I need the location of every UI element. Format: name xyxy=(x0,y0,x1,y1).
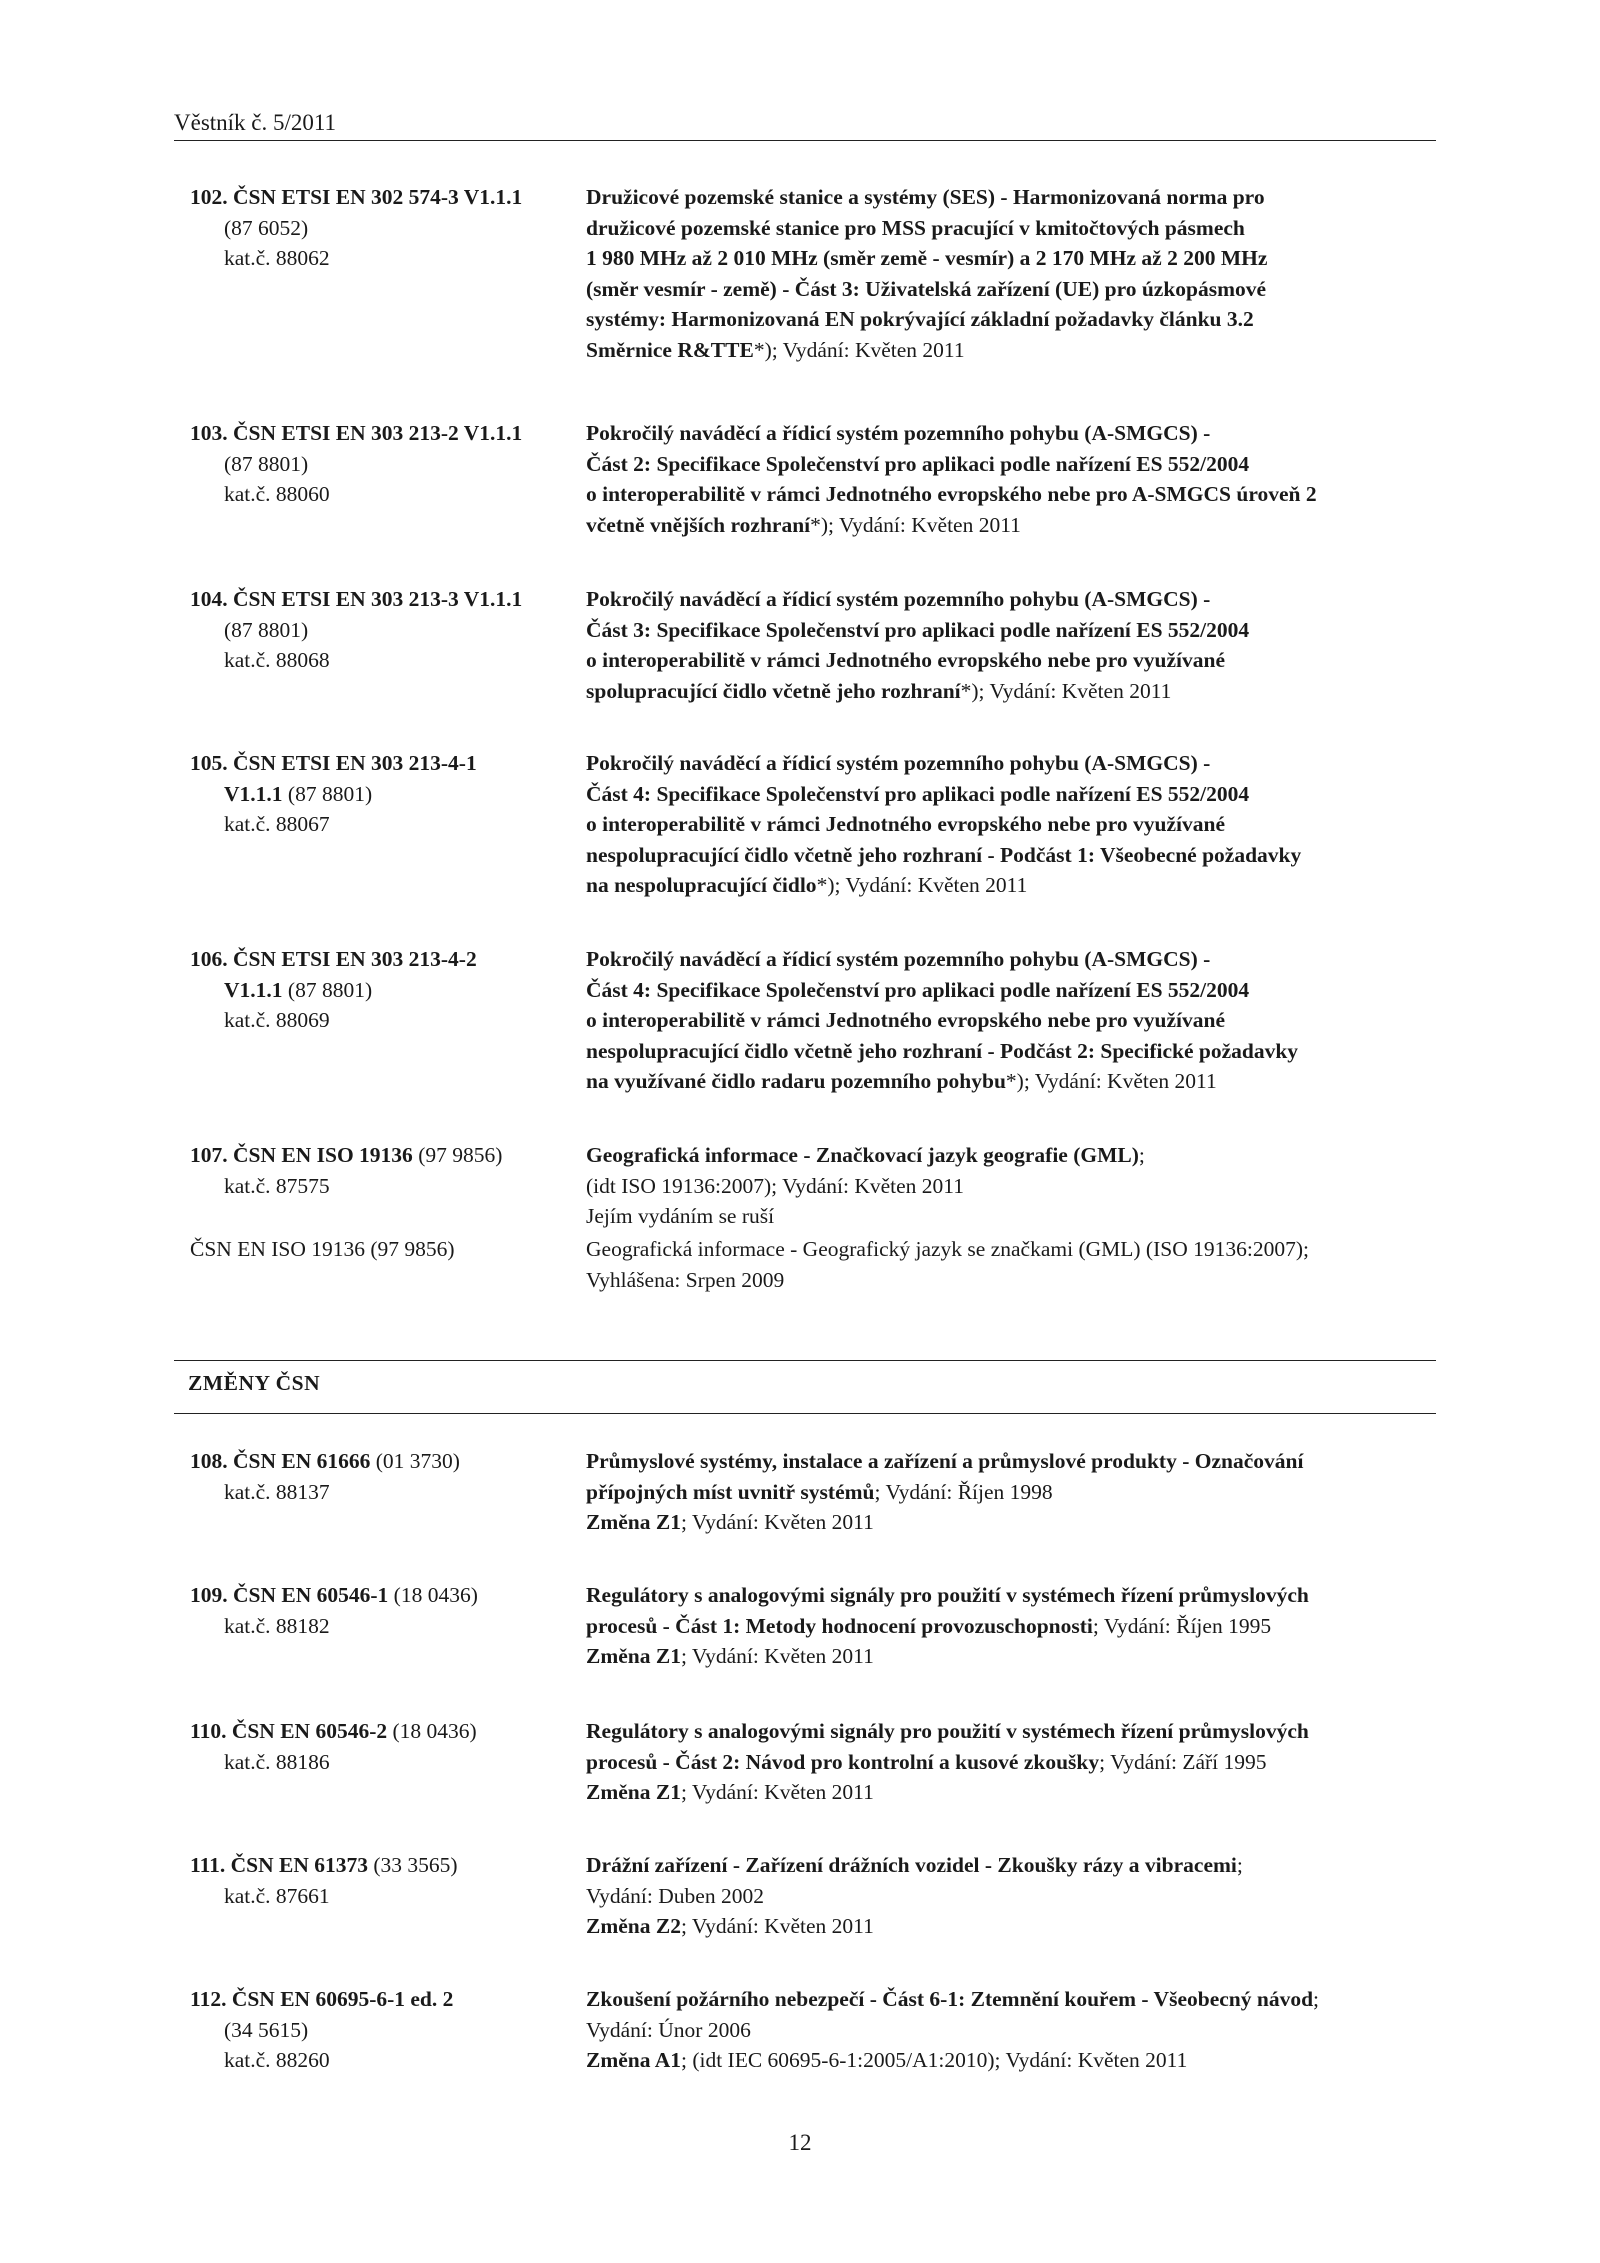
designation-column xyxy=(190,418,570,510)
designation-column xyxy=(190,182,570,274)
text: (87 8801) xyxy=(224,451,309,476)
text: kat.č. 88137 xyxy=(224,1479,330,1504)
title-line xyxy=(586,1641,1446,1672)
title-column xyxy=(586,748,1446,901)
title-column xyxy=(586,1234,1446,1295)
designation-column xyxy=(190,1446,570,1507)
page-header xyxy=(174,110,1436,141)
designation-column xyxy=(190,584,570,676)
bold-text: 110. ČSN EN 60546-2 xyxy=(190,1719,388,1743)
title-line xyxy=(586,1911,1446,1942)
bold-text: 106. ČSN ETSI EN 303 213-4-2 xyxy=(190,947,477,971)
bold-text: Část 2: Specifikace Společenství pro aplikaci podle nařízení ES 552/2004 xyxy=(586,451,1250,476)
bold-text: 108. ČSN EN 61666 xyxy=(190,1449,371,1473)
designation-line xyxy=(190,1005,570,1036)
text: kat.č. 88182 xyxy=(224,1613,330,1638)
bold-text: Změna Z1 xyxy=(586,1644,681,1668)
text: *); Vydání: Květen 2011 xyxy=(960,678,1172,703)
title-column xyxy=(586,1716,1446,1808)
bold-text: Pokročilý naváděcí a řídicí systém pozemního pohybu (A-SMGCS) - xyxy=(586,947,1211,971)
title-line xyxy=(586,584,1446,615)
text: kat.č. 88069 xyxy=(224,1008,330,1032)
bold-text: 112. ČSN EN 60695-6-1 ed. 2 xyxy=(190,1987,454,2011)
text: kat.č. 87575 xyxy=(224,1173,330,1198)
text: ; Vydání: Říjen 1998 xyxy=(874,1479,1053,1504)
title-line xyxy=(586,1747,1446,1778)
title-line xyxy=(586,1507,1446,1538)
designation-line xyxy=(190,1140,570,1171)
title-line xyxy=(586,1777,1446,1808)
title-line xyxy=(586,1265,1446,1296)
text: ; Vydání: Září 1995 xyxy=(1099,1749,1267,1774)
title-line xyxy=(586,1984,1446,2015)
bold-text: Pokročilý naváděcí a řídicí systém pozemního pohybu (A-SMGCS) - xyxy=(586,587,1211,611)
designation-line xyxy=(190,1611,570,1642)
text: *); Vydání: Květen 2011 xyxy=(1005,1069,1217,1093)
bold-text: družicové pozemské stanice pro MSS pracující v kmitočtových pásmech xyxy=(586,215,1245,240)
text: ; xyxy=(1313,1987,1320,2011)
designation-column xyxy=(190,944,570,1036)
bold-text: procesů - Část 1: Metody hodnocení provozuschopnosti xyxy=(586,1613,1093,1638)
text: Vydání: Duben 2002 xyxy=(586,1883,764,1908)
text: ; Vydání: Květen 2011 xyxy=(680,1914,874,1938)
designation-line xyxy=(190,1716,570,1747)
title-column xyxy=(586,1140,1446,1232)
bold-text: Změna Z1 xyxy=(586,1780,681,1804)
bold-text: Průmyslové systémy, instalace a zařízení a průmyslové produkty - Označování xyxy=(586,1449,1304,1473)
bold-text: Geografická informace - Značkovací jazyk geografie (GML) xyxy=(586,1143,1139,1167)
title-line xyxy=(586,1201,1446,1232)
bold-text: Směrnice R&TTE xyxy=(586,337,754,362)
designation-line xyxy=(190,213,570,244)
title-line xyxy=(586,1140,1446,1171)
text: kat.č. 88062 xyxy=(224,246,330,270)
text: ; xyxy=(1138,1143,1145,1167)
text: (97 9856) xyxy=(412,1143,503,1167)
bold-text: 1 980 MHz až 2 010 MHz (směr země - vesmír) a 2 170 MHz až 2 200 MHz xyxy=(586,246,1268,270)
title-line xyxy=(586,944,1446,975)
designation-line xyxy=(190,2045,570,2076)
title-line xyxy=(586,510,1446,541)
designation-line xyxy=(190,479,570,510)
title-line xyxy=(586,809,1446,840)
bold-text: 107. ČSN EN ISO 19136 xyxy=(190,1143,413,1167)
text: kat.č. 88260 xyxy=(224,2048,330,2072)
bold-text: 109. ČSN EN 60546-1 xyxy=(190,1583,389,1607)
text: Vyhlášena: Srpen 2009 xyxy=(586,1267,785,1292)
text: kat.č. 87661 xyxy=(224,1883,330,1908)
text: ; (idt IEC 60695-6-1:2005/A1:2010); Vydání: Květen 2011 xyxy=(680,2048,1188,2072)
designation-line xyxy=(190,182,570,213)
bold-text: 104. ČSN ETSI EN 303 213-3 V1.1.1 xyxy=(190,587,523,611)
text: kat.č. 88068 xyxy=(224,648,330,672)
bold-text: přípojných míst uvnitř systémů xyxy=(586,1479,875,1504)
text: *); Vydání: Květen 2011 xyxy=(816,873,1028,897)
title-line xyxy=(586,1611,1446,1642)
section-heading-changes xyxy=(174,1360,1436,1414)
bold-text: Pokročilý naváděcí a řídicí systém pozemního pohybu (A-SMGCS) - xyxy=(586,751,1211,775)
title-line xyxy=(586,2045,1446,2076)
text: ; Vydání: Říjen 1995 xyxy=(1092,1613,1272,1638)
title-line xyxy=(586,213,1446,244)
title-line xyxy=(586,779,1446,810)
title-line xyxy=(586,870,1446,901)
text: ; Vydání: Květen 2011 xyxy=(680,1510,874,1534)
text: (34 5615) xyxy=(224,2017,309,2042)
bold-text: Pokročilý naváděcí a řídicí systém pozemního pohybu (A-SMGCS) - xyxy=(586,421,1211,445)
bold-text: Část 4: Specifikace Společenství pro aplikaci podle nařízení ES 552/2004 xyxy=(586,977,1250,1002)
title-line xyxy=(586,615,1446,646)
designation-line xyxy=(190,1171,570,1202)
text: kat.č. 88186 xyxy=(224,1749,330,1774)
designation-column xyxy=(190,1984,570,2076)
title-line xyxy=(586,1716,1446,1747)
text: (87 8801) xyxy=(282,781,373,806)
title-line xyxy=(586,748,1446,779)
designation-line xyxy=(190,1850,570,1881)
designation-column xyxy=(190,1234,570,1265)
title-column xyxy=(586,1446,1446,1538)
bold-text: 111. ČSN EN 61373 xyxy=(190,1853,369,1877)
designation-line xyxy=(190,1446,570,1477)
title-column xyxy=(586,584,1446,706)
text: Jejím vydáním se ruší xyxy=(586,1204,775,1228)
text: (18 0436) xyxy=(387,1719,477,1743)
bold-text: (směr vesmír - země) - Část 3: Uživatelská zařízení (UE) pro úzkopásmové xyxy=(586,276,1267,301)
title-line xyxy=(586,1446,1446,1477)
title-column xyxy=(586,182,1446,365)
bold-text: na nespolupracující čidlo xyxy=(586,873,817,897)
text: kat.č. 88060 xyxy=(224,482,330,506)
designation-line xyxy=(190,1477,570,1508)
designation-line xyxy=(190,1984,570,2015)
title-line xyxy=(586,1477,1446,1508)
designation-line xyxy=(190,615,570,646)
designation-line xyxy=(190,1580,570,1611)
text: *); Vydání: Květen 2011 xyxy=(753,337,965,362)
bold-text: 103. ČSN ETSI EN 303 213-2 V1.1.1 xyxy=(190,421,523,445)
designation-line xyxy=(190,418,570,449)
bold-text: Drážní zařízení - Zařízení drážních vozidel - Zkoušky rázy a vibracemi xyxy=(586,1853,1237,1877)
bold-text: o interoperabilitě v rámci Jednotného evropského nebe pro využívané xyxy=(586,812,1226,836)
title-line xyxy=(586,182,1446,213)
page-number: 12 xyxy=(788,2130,812,2155)
title-line xyxy=(586,1234,1446,1265)
title-line xyxy=(586,645,1446,676)
bold-text: Regulátory s analogovými signály pro použití v systémech řízení průmyslových xyxy=(586,1719,1309,1743)
bold-text: V1.1.1 xyxy=(224,977,283,1002)
designation-column xyxy=(190,1580,570,1641)
title-line xyxy=(586,243,1446,274)
designation-line xyxy=(190,449,570,480)
section-title: ZMĚNY ČSN xyxy=(188,1371,321,1395)
designation-line xyxy=(190,779,570,810)
title-column xyxy=(586,418,1446,540)
title-line xyxy=(586,304,1446,335)
text: Geografická informace - Geografický jazyk se značkami (GML) (ISO 19136:2007); xyxy=(586,1237,1309,1261)
bold-text: na využívané čidlo radaru pozemního pohybu xyxy=(586,1069,1006,1093)
bold-text: procesů - Část 2: Návod pro kontrolní a kusové zkoušky xyxy=(586,1749,1100,1774)
text: *); Vydání: Květen 2011 xyxy=(810,512,1021,537)
designation-line xyxy=(190,645,570,676)
bold-text: 105. ČSN ETSI EN 303 213-4-1 xyxy=(190,751,477,775)
title-line xyxy=(586,840,1446,871)
title-line xyxy=(586,975,1446,1006)
designation-line xyxy=(190,2015,570,2046)
bold-text: Změna Z1 xyxy=(586,1510,681,1534)
bold-text: Změna A1 xyxy=(586,2048,681,2072)
title-line xyxy=(586,1005,1446,1036)
bold-text: Regulátory s analogovými signály pro použití v systémech řízení průmyslových xyxy=(586,1583,1309,1607)
bold-text: nespolupracující čidlo včetně jeho rozhraní - Podčást 2: Specifické požadavky xyxy=(586,1038,1299,1063)
text: kat.č. 88067 xyxy=(224,812,330,836)
bold-text: nespolupracující čidlo včetně jeho rozhraní - Podčást 1: Všeobecné požadavky xyxy=(586,842,1302,867)
text: ; Vydání: Květen 2011 xyxy=(680,1780,874,1804)
text: ; Vydání: Květen 2011 xyxy=(680,1644,874,1668)
bold-text: o interoperabilitě v rámci Jednotného evropského nebe pro využívané xyxy=(586,648,1226,672)
designation-column xyxy=(190,748,570,840)
designation-line xyxy=(190,243,570,274)
text: Vydání: Únor 2006 xyxy=(586,2017,751,2042)
bold-text: Část 3: Specifikace Společenství pro aplikaci podle nařízení ES 552/2004 xyxy=(586,617,1250,642)
text: ; xyxy=(1236,1853,1243,1877)
bold-text: systémy: Harmonizovaná EN pokrývající základní požadavky článku 3.2 xyxy=(586,307,1254,331)
text: (87 8801) xyxy=(282,977,373,1002)
designation-column xyxy=(190,1716,570,1777)
bold-text: o interoperabilitě v rámci Jednotného evropského nebe pro využívané xyxy=(586,1008,1226,1032)
text: (87 6052) xyxy=(224,215,309,240)
title-column xyxy=(586,1580,1446,1672)
title-line xyxy=(586,418,1446,449)
designation-line xyxy=(190,1747,570,1778)
designation-line xyxy=(190,584,570,615)
designation-line xyxy=(190,748,570,779)
title-line xyxy=(586,274,1446,305)
text: (33 3565) xyxy=(368,1853,458,1877)
title-line xyxy=(586,479,1446,510)
designation-line xyxy=(190,975,570,1006)
bold-text: 102. ČSN ETSI EN 302 574-3 V1.1.1 xyxy=(190,185,523,209)
text: (01 3730) xyxy=(370,1449,460,1473)
title-line xyxy=(586,1881,1446,1912)
designation-line xyxy=(190,944,570,975)
title-line xyxy=(586,2015,1446,2046)
title-line xyxy=(586,1036,1446,1067)
designation-line xyxy=(190,1234,570,1265)
journal-title: Věstník č. 5/2011 xyxy=(174,110,337,135)
title-line xyxy=(586,449,1446,480)
bold-text: Změna Z2 xyxy=(586,1914,681,1938)
bold-text: o interoperabilitě v rámci Jednotného evropského nebe pro A-SMGCS úroveň 2 xyxy=(586,482,1317,506)
designation-column xyxy=(190,1140,570,1201)
title-column xyxy=(586,1984,1446,2076)
text: (87 8801) xyxy=(224,617,309,642)
bold-text: Družicové pozemské stanice a systémy (SES) - Harmonizovaná norma pro xyxy=(586,185,1265,209)
text: (idt ISO 19136:2007); Vydání: Květen 2011 xyxy=(586,1173,965,1198)
title-line xyxy=(586,1850,1446,1881)
bold-text: včetně vnějších rozhraní xyxy=(586,512,811,537)
designation-column xyxy=(190,1850,570,1911)
bold-text: Část 4: Specifikace Společenství pro aplikaci podle nařízení ES 552/2004 xyxy=(586,781,1250,806)
title-line xyxy=(586,1066,1446,1097)
text: (18 0436) xyxy=(388,1583,478,1607)
title-column xyxy=(586,944,1446,1097)
bold-text: Zkoušení požárního nebezpečí - Část 6-1: Ztemnění kouřem - Všeobecný návod xyxy=(586,1987,1314,2011)
title-column xyxy=(586,1850,1446,1942)
title-line xyxy=(586,335,1446,366)
title-line xyxy=(586,1580,1446,1611)
bold-text: V1.1.1 xyxy=(224,781,283,806)
text: ČSN EN ISO 19136 (97 9856) xyxy=(190,1237,455,1261)
designation-line xyxy=(190,809,570,840)
bold-text: spolupracující čidlo včetně jeho rozhraní xyxy=(586,678,961,703)
title-line xyxy=(586,676,1446,707)
title-line xyxy=(586,1171,1446,1202)
designation-line xyxy=(190,1881,570,1912)
